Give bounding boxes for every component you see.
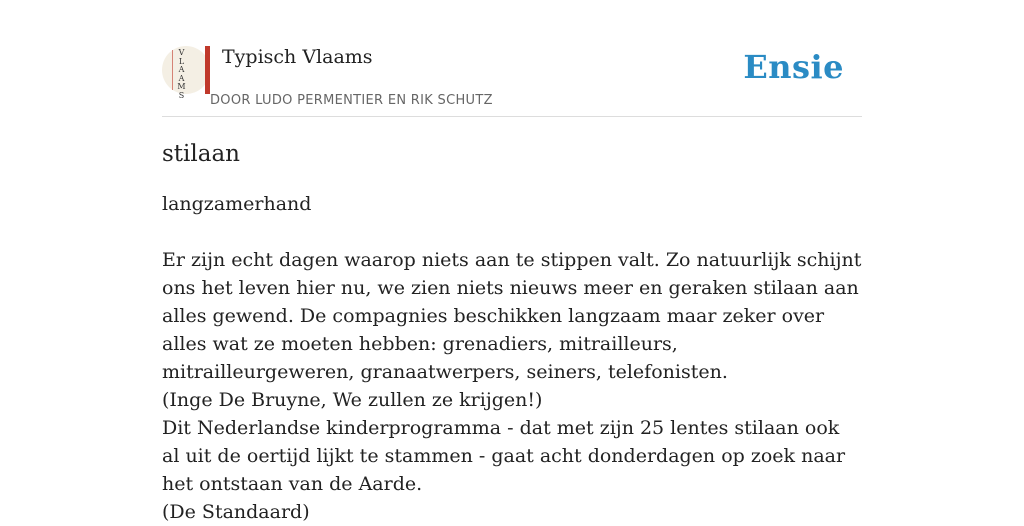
ensie-brand-logo[interactable]: Ensie bbox=[743, 48, 844, 86]
site-header bbox=[162, 46, 862, 117]
example-source: (Inge De Bruyne, We zullen ze krijgen!) bbox=[162, 389, 543, 411]
example-quote: Er zijn echt dagen waarop niets aan te stippen valt. Zo natuurlijk schijnt ons het leven hier nu, we zien niets nieuws meer en geraken stilaan aan alles gewend. De compagnies beschikken langzaam maar zeker over alles wat ze moeten hebben: grenadiers, mitrailleurs, mitrailleurgeweren, granaatwerpers, seiners, telefonisten. bbox=[162, 249, 862, 383]
author-byline: DOOR LUDO PERMENTIER EN RIK SCHUTZ bbox=[210, 93, 493, 108]
logo-lettering: V L A A M S bbox=[177, 48, 187, 100]
example-source: (De Standaard) bbox=[162, 501, 310, 523]
logo-spine-bar bbox=[205, 46, 210, 94]
site-title[interactable]: Typisch Vlaams bbox=[222, 46, 373, 68]
example-quote: Dit Nederlandse kinderprogramma - dat met zijn 25 lentes stilaan ook al uit de oertijd lijkt te stammen - gaat acht donderdagen op zoek naar het ontstaan van de Aarde. bbox=[162, 417, 846, 495]
entry-title: stilaan bbox=[162, 141, 240, 167]
book-cover-logo[interactable] bbox=[162, 46, 210, 100]
entry-content bbox=[162, 138, 862, 526]
entry-examples bbox=[162, 246, 862, 526]
entry-definition: langzamerhand bbox=[162, 193, 312, 215]
